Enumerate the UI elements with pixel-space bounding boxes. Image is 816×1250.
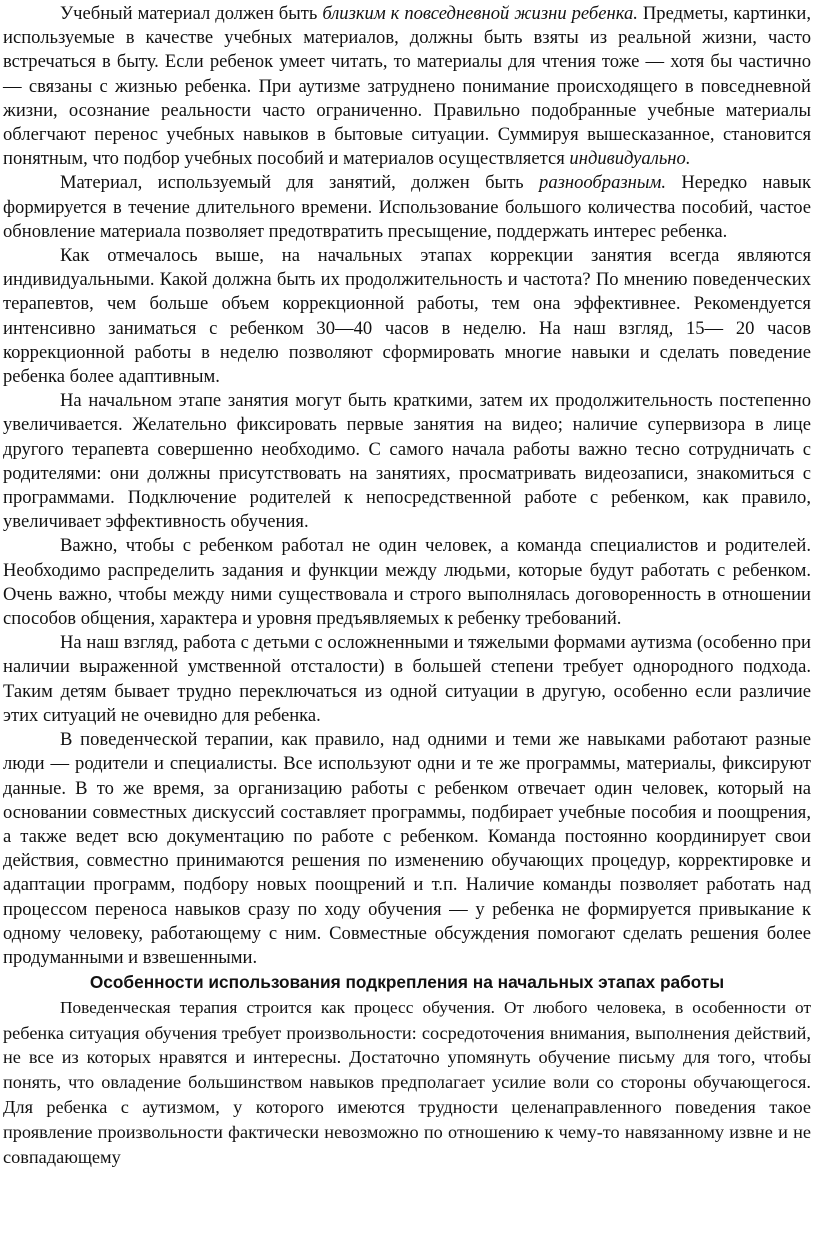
paragraph-1-emphasis-end: индивидуально. [569, 148, 691, 170]
paragraph-1-body: Предметы, картинки, используемые в качестве учебных материалов, должны быть взяты из реальной жизни, часто встречаться в быту. Если ребенок умеет читать, то материалы для чтения тоже — хотя бы частично — связаны с жизнью ребенка. При аутизме затруднено понимание происходящего в повседневной жизни, осознание реальности часто ограниченно. Правильно подобранные учебные материалы облегчают перенос учебных навыков в бытовые ситуации. Суммируя вышесказанное, становится понятным, что подбор учебных пособий и материалов осуществляется [3, 3, 811, 170]
section-heading: Особенности использования подкрепления на начальных этапах работы [89, 972, 725, 993]
paragraph-4: На начальном этапе занятия могут быть краткими, затем их продолжительность постепенно увеличивается. Желательно фиксировать первые занятия на видео; наличие супервизора в лице другого терапевта совершенно необходимо. С самого начала работы важно тесно сотрудничать с родителями: они должны присутствовать на занятиях, просматривать видеозаписи, знакомиться с программами. Подключение родителей к непосредственной работе с ребенком, как правило, увеличивает эффективность обучения. [3, 390, 811, 533]
paragraph-3: Как отмечалось выше, на начальных этапах коррекции занятия всегда являются индивидуальными. Какой должна быть их продолжительность и частота? По мнению поведенческих терапевтов, чем больше объем коррекционной работы, тем она эффективнее. Рекомендуется интенсивно заниматься с ребенком 30—40 часов в неделю. На наш взгляд, 15— 20 часов коррекционной работы в неделю позволяют сформировать многие навыки и сделать поведение ребенка более адаптивным. [3, 245, 811, 388]
section-paragraph-lead: Поведенческая терапия строится как процесс обучения. От любого человека, в особенности от [60, 997, 811, 1017]
section-paragraph-body: ребенка ситуация обучения требует произвольности: сосредоточения внимания, выполнения действий, не все из которых нравятся и интересны. Достаточно упомянуть обучение письму для того, чтобы понять, что овладение большинством навыков предполагает усилие воли со стороны обучающегося. Для ребенка с аутизмом, у которого имеются трудности целенаправленного поведения такое проявление произвольности фактически невозможно по отношению к чему-то навязанному извне и не совпадающему [3, 1022, 811, 1168]
paragraph-1-lead: Учебный материал должен быть [60, 3, 323, 24]
paragraph-1 [3, 2, 811, 171]
paragraph-5: Важно, чтобы с ребенком работал не один человек, а команда специалистов и родителей. Необходимо распределить задания и функции между людьми, которые будут работать с ребенком. Очень важно, чтобы между ними существовала и строго выполнялась договоренность в отношении способов общения, характера и уровня предъявляемых к ребенку требований. [3, 535, 811, 630]
paragraph-7: В поведенческой терапии, как правило, над одними и теми же навыками работают разные люди — родители и специалисты. Все используют одни и те же программы, материалы, фиксируют данные. В то же время, за организацию работы с ребенком отвечает один человек, который на основании совместных дискуссий составляет программы, подбирает учебные пособия и поощрения, а также ведет всю документацию по работе с ребенком. Команда постоянно координирует свои действия, совместно принимаются решения по изменению обучающих процедур, корректировке и адаптации программ, подбору новых поощрений и т.п. Наличие команды позволяет работать над процессом переноса навыков сразу по ходу обучения — у ребенка не формируется привыкание к одному человеку, работающему с ним. Совместные обсуждения помогают сделать решения более продуманными и взвешенными. [3, 729, 811, 968]
section-paragraph [3, 995, 811, 1170]
paragraph-2-lead: Материал, используемый для занятий, должен быть [60, 172, 540, 194]
paragraph-2-emphasis: разнообразным. [539, 172, 666, 194]
paragraph-6: На наш взгляд, работа с детьми с осложненными и тяжелыми формами аутизма (особенно при наличии выраженной умственной отсталости) в большей степени требует однородного подхода. Таким детям бывает трудно переключаться из одной ситуации в другую, особенно если различие этих ситуаций не очевидно для ребенка. [3, 632, 811, 726]
paragraph-2-body: Нередко навык формируется в течение длительного времени. Использование большого количества пособий, частое обновление материала позволяет предотвратить пресыщение, поддержать интерес ребенка. [3, 172, 812, 242]
paragraph-2 [3, 171, 811, 244]
document-body [3, 2, 811, 1170]
paragraph-1-emphasis: близким к повседневной жизни ребенка. [322, 3, 638, 24]
